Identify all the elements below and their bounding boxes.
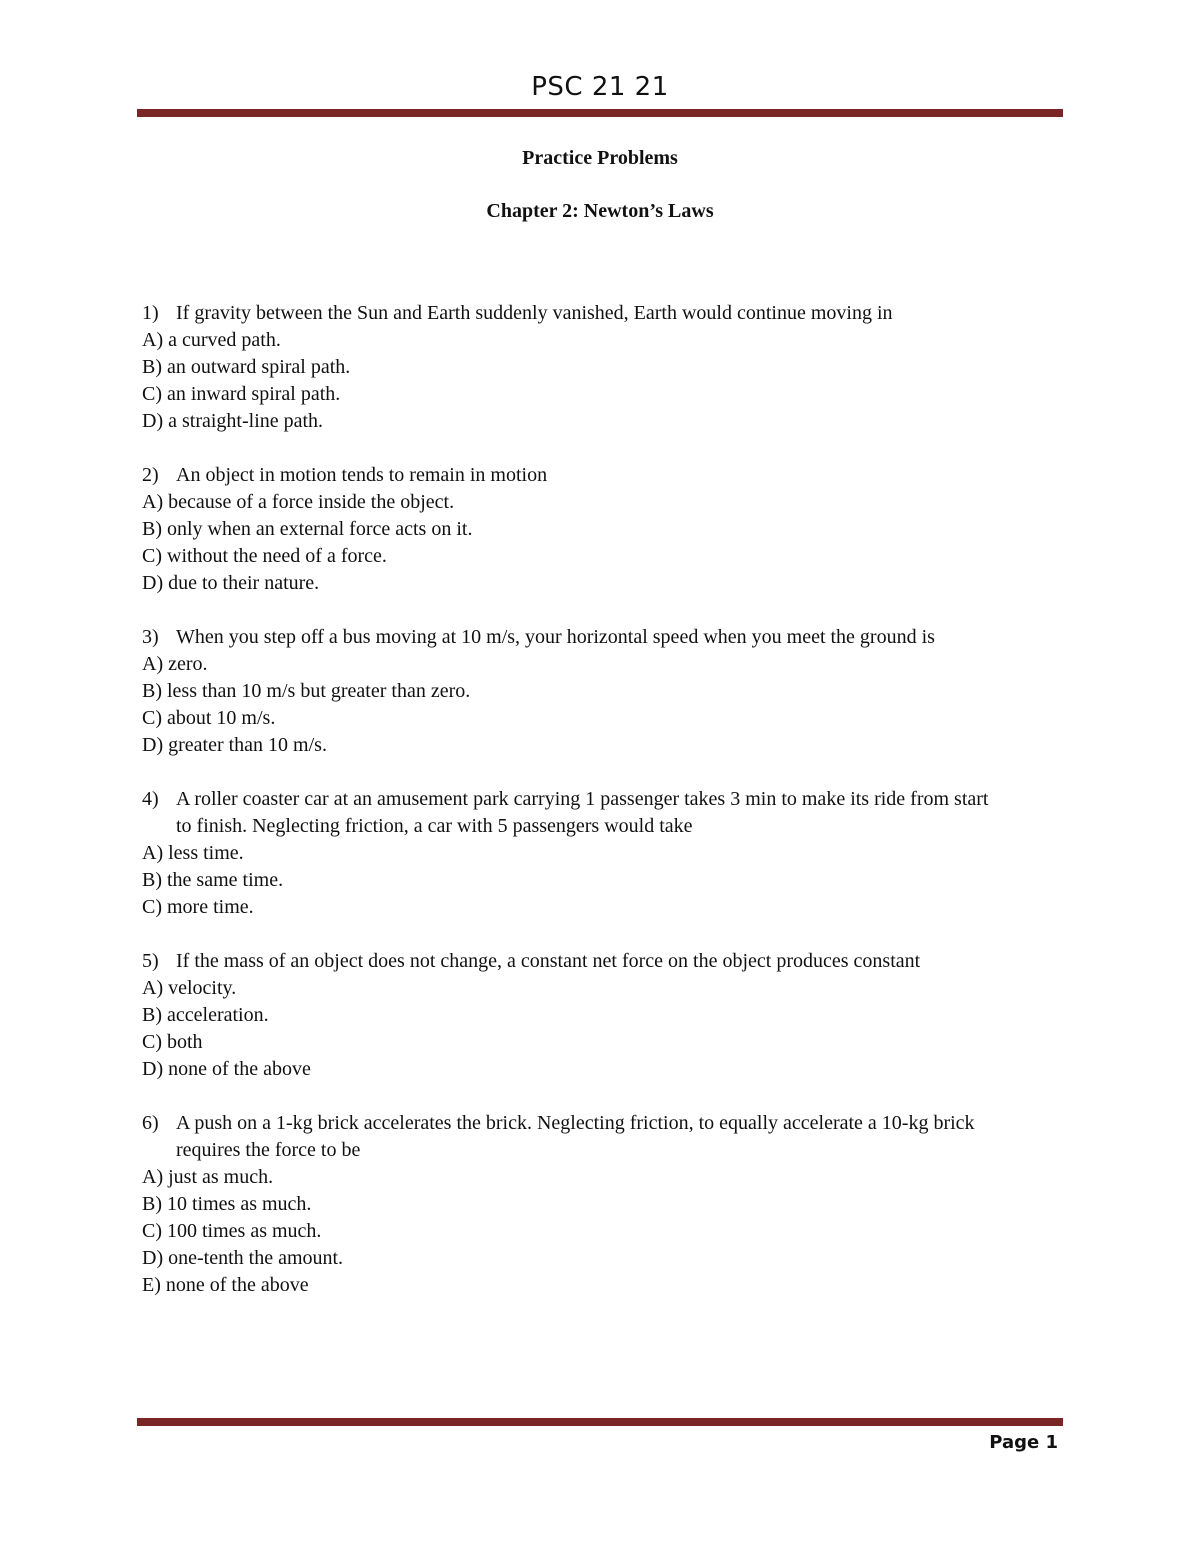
answer-option: B) the same time. xyxy=(142,869,284,891)
question-stem xyxy=(142,624,1042,651)
page-header-title: PSC 21 21 xyxy=(531,72,669,102)
question-text: A roller coaster car at an amusement park carrying 1 passenger takes 3 min to make its ride from start to finish. Neglecting friction, a car with 5 passengers would take xyxy=(176,788,989,837)
answer-option: D) none of the above xyxy=(142,1058,311,1080)
answer-option: C) without the need of a force. xyxy=(142,545,387,567)
answer-option: C) more time. xyxy=(142,896,254,918)
page-number: Page 1 xyxy=(989,1432,1058,1453)
footer-rule xyxy=(137,1418,1063,1426)
answer-option: A) a curved path. xyxy=(142,329,281,351)
document-heading: Practice Problems xyxy=(522,147,678,169)
question-number: 3) xyxy=(142,626,159,648)
question-text: When you step off a bus moving at 10 m/s, your horizontal speed when you meet the ground is xyxy=(176,626,935,648)
answer-option: B) only when an external force acts on it. xyxy=(142,518,473,540)
question xyxy=(142,786,1042,921)
answer-option: A) less time. xyxy=(142,842,244,864)
answer-option: E) none of the above xyxy=(142,1274,309,1296)
answer-option: D) greater than 10 m/s. xyxy=(142,734,327,756)
question-text: If gravity between the Sun and Earth suddenly vanished, Earth would continue moving in xyxy=(176,302,893,324)
answer-option: D) one-tenth the amount. xyxy=(142,1247,344,1269)
question-number: 6) xyxy=(142,1112,159,1134)
answer-option: B) less than 10 m/s but greater than zero. xyxy=(142,680,471,702)
answer-option: C) an inward spiral path. xyxy=(142,383,341,405)
question-number: 4) xyxy=(142,788,159,810)
answer-option: D) due to their nature. xyxy=(142,572,320,594)
question-stem xyxy=(142,462,1042,489)
question-stem xyxy=(142,1110,1042,1164)
answer-option: B) acceleration. xyxy=(142,1004,269,1026)
answer-option: A) zero. xyxy=(142,653,208,675)
header-rule xyxy=(137,109,1063,117)
answer-option: C) both xyxy=(142,1031,203,1053)
question-stem xyxy=(142,948,1042,975)
answer-option: A) velocity. xyxy=(142,977,237,999)
answer-option: C) 100 times as much. xyxy=(142,1220,322,1242)
question-stem xyxy=(142,786,1042,840)
question-stem xyxy=(142,300,1042,327)
question xyxy=(142,948,1042,1083)
question-text: A push on a 1-kg brick accelerates the brick. Neglecting friction, to equally accelerate a 10-kg brick requires the force to be xyxy=(176,1112,975,1161)
question-text: An object in motion tends to remain in motion xyxy=(176,464,548,486)
question xyxy=(142,462,1042,597)
question-list xyxy=(142,300,1042,1299)
question-number: 5) xyxy=(142,950,159,972)
answer-option: D) a straight-line path. xyxy=(142,410,324,432)
question xyxy=(142,1110,1042,1299)
answer-option: B) 10 times as much. xyxy=(142,1193,312,1215)
chapter-title: Chapter 2: Newton’s Laws xyxy=(486,200,714,222)
question xyxy=(142,624,1042,759)
question-text: If the mass of an object does not change, a constant net force on the object produces constant xyxy=(176,950,921,972)
question xyxy=(142,300,1042,435)
answer-option: C) about 10 m/s. xyxy=(142,707,276,729)
question-number: 1) xyxy=(142,302,159,324)
answer-option: A) just as much. xyxy=(142,1166,274,1188)
answer-option: A) because of a force inside the object. xyxy=(142,491,455,513)
answer-option: B) an outward spiral path. xyxy=(142,356,351,378)
question-number: 2) xyxy=(142,464,159,486)
